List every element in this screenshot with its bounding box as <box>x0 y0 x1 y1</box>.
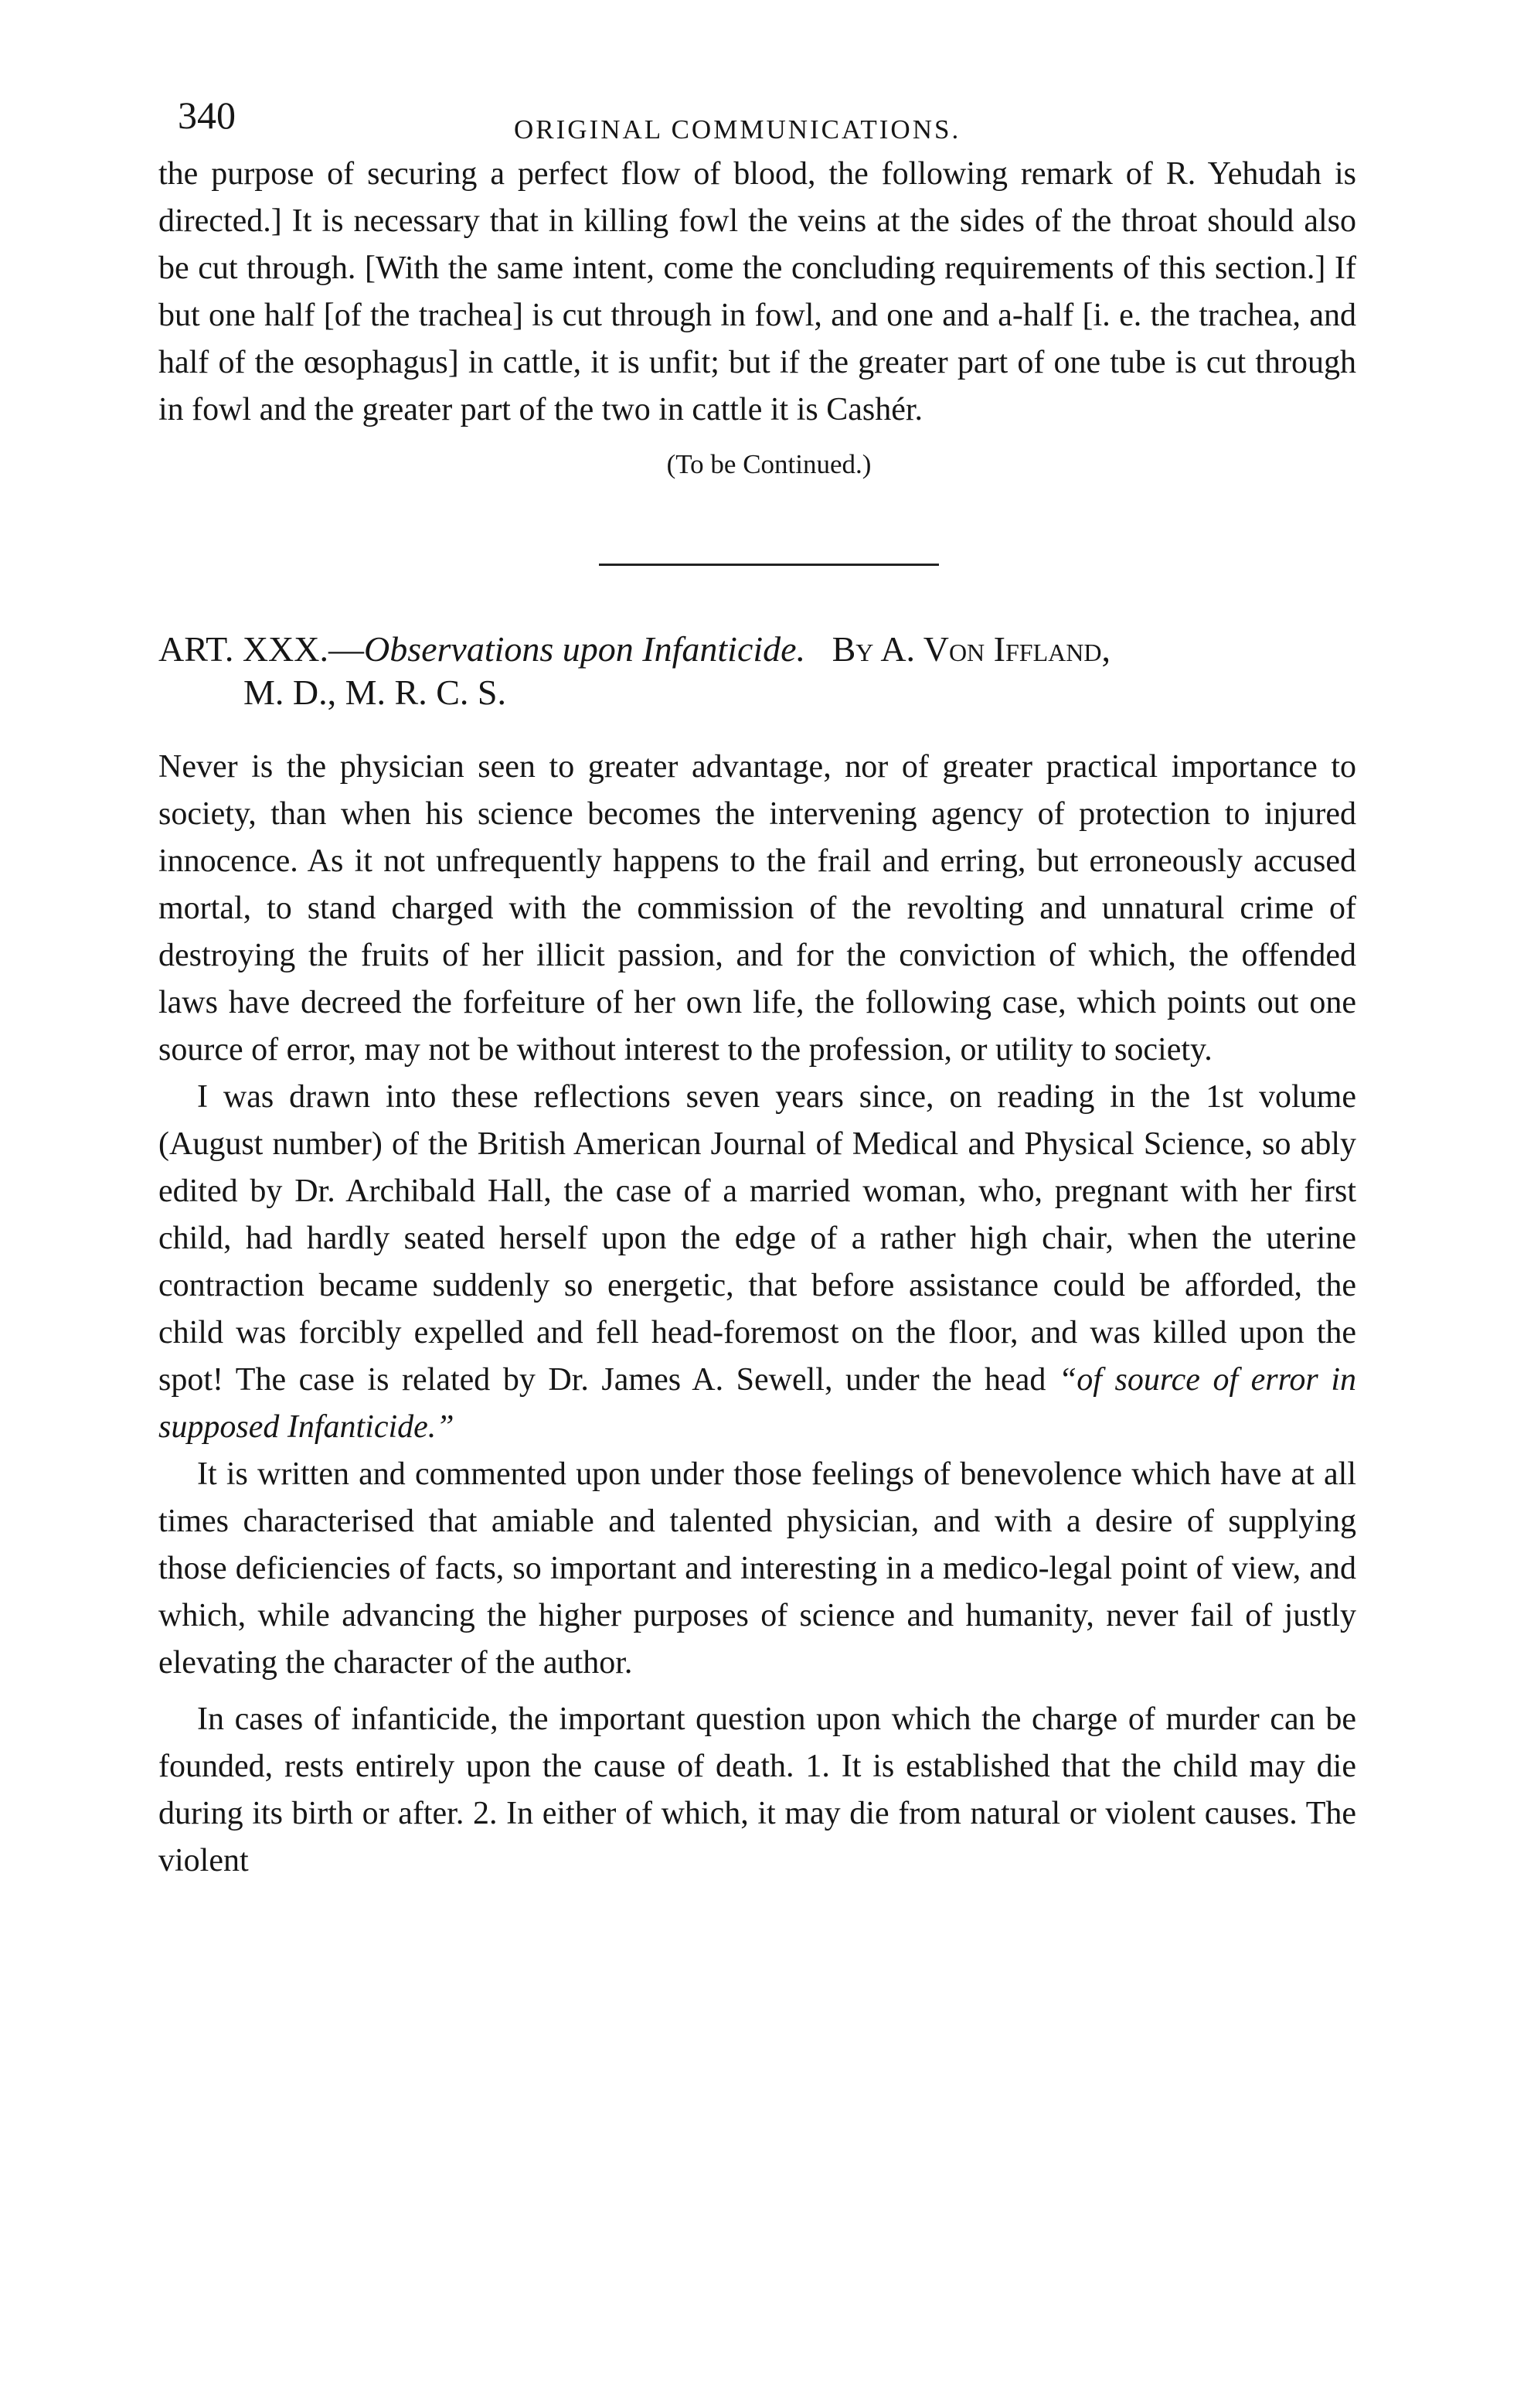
page <box>158 85 1356 1885</box>
quoted-heading: “of source of error in supposed Infanticide.” <box>158 1362 1356 1445</box>
running-title: ORIGINAL COMMUNICATIONS. <box>514 114 961 145</box>
article-byline: By A. Von Iffland, <box>832 629 1111 669</box>
body-paragraph: In cases of infanticide, the important question upon which the charge of murder can be founded, rests entirely upon the cause of death. 1. It is established that the child may die during its birth or after. 2. In either of which, it may die from natural or violent causes. The violent <box>158 1701 1356 1878</box>
article-number: ART. XXX.— <box>158 629 364 669</box>
page-number: 340 <box>178 94 236 137</box>
body-paragraph: It is written and commented upon under those feelings of benevolence which have at all times characterised that amiable and talented physician, and with a desire of supplying those deficiencies of facts, so important and interesting in a medico-legal point of view, and which, while advancing the higher purposes of science and humanity, never fail of justly elevating the character of the author. <box>158 1456 1356 1681</box>
body-paragraph <box>158 1074 1356 1451</box>
body-paragraph: Never is the physician seen to greater advantage, nor of greater practical importance to society, than when his science becomes the intervening agency of protection to injured innocence. As it not unfrequently happens to the frail and erring, but erroneously accused mortal, to stand charged with the commission of the revolting and unnatural crime of destroying the fruits of her illicit passion, and for the conviction of which, the offended laws have decreed the forfeiture of her own life, the following case, which points out one source of error, may not be without interest to the profession, or utility to society. <box>158 749 1356 1068</box>
section-divider <box>599 564 939 566</box>
continued-paragraph: the purpose of securing a perfect flow of blood, the following remark of R. Yehudah is directed.] It is necessary that in killing fowl the veins at the sides of the throat should also be cut through. [With the same intent, come the concluding requirements of this section.] If but one half [of the trachea] is cut through in fowl, and one and a-half [i. e. the trachea, and half of the œsophagus] in cattle, it is unfit; but if the greater part of one tube is cut through in fowl and the greater part of the two in cattle it is Cashér. <box>158 156 1356 427</box>
body-paragraph-text: I was drawn into these reflections seven years since, on reading in the 1st volume (August number) of the British American Journal of Medical and Physical Science, so ably edited by Dr. Archibald Hall, the case of a married woman, who, pregnant with her first child, had hardly seated herself upon the edge of a rather high chair, when the uterine contraction became suddenly so energetic, that before assistance could be afforded, the child was forcibly expelled and fell head-foremost on the floor, and was killed upon the spot! The case is related by Dr. James A. Sewell, under the head <box>158 1079 1356 1398</box>
article-heading <box>158 628 1356 714</box>
article-title: Observations upon Infanticide. <box>363 629 806 669</box>
to-be-continued-note: (To be Continued.) <box>666 449 872 479</box>
running-head <box>158 85 1356 147</box>
article-body <box>158 744 1356 1885</box>
author-credentials: M. D., M. R. C. S. <box>243 673 506 712</box>
